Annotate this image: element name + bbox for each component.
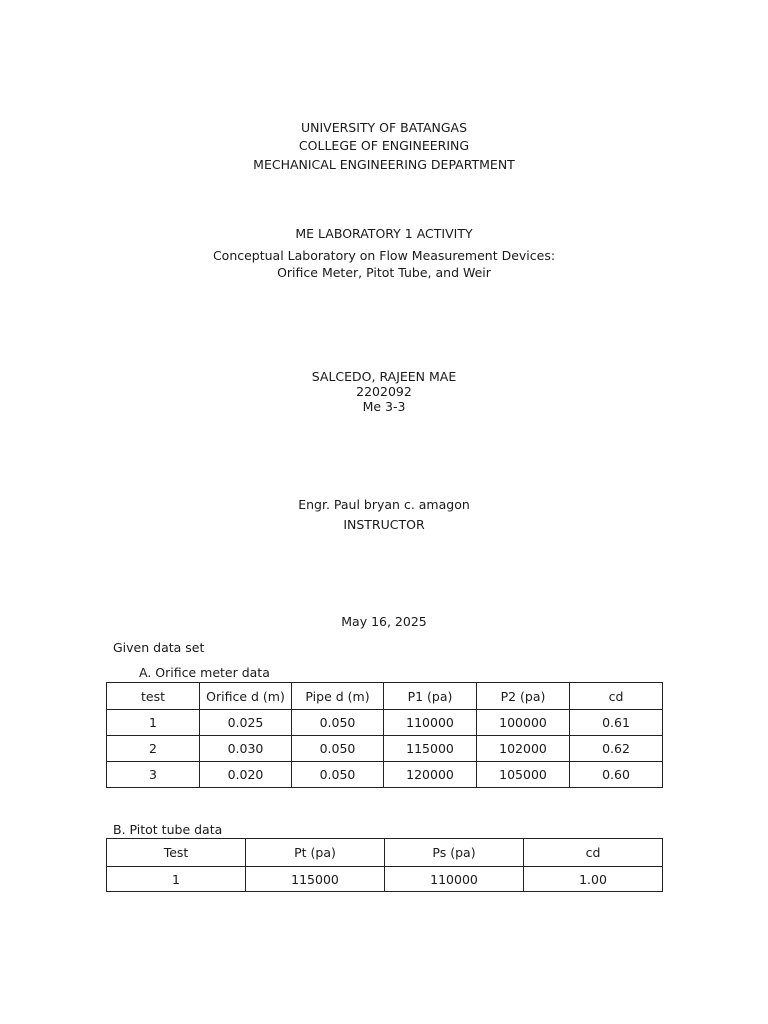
table-cell: 115000 [384, 736, 477, 762]
table-cell: 115000 [246, 867, 385, 892]
table-header-row [107, 683, 663, 710]
pitot-tube-table [106, 838, 663, 892]
column-header: test [107, 683, 200, 710]
given-data-heading: Given data set [113, 640, 205, 655]
column-header: Test [107, 839, 246, 867]
table-cell: 1 [107, 867, 246, 892]
column-header: Ps (pa) [385, 839, 524, 867]
table-header-row [107, 839, 663, 867]
column-header: P1 (pa) [384, 683, 477, 710]
column-header: P2 (pa) [477, 683, 570, 710]
orifice-meter-table [106, 682, 663, 788]
college-name: COLLEGE OF ENGINEERING [298, 138, 470, 153]
instructor-role: INSTRUCTOR [343, 517, 425, 532]
table-cell: 1 [107, 710, 200, 736]
column-header: cd [570, 683, 663, 710]
orifice-table-caption: A. Orifice meter data [139, 665, 270, 680]
student-name: SALCEDO, RAJEEN MAE [311, 369, 457, 384]
column-header: Pt (pa) [246, 839, 385, 867]
table-cell: 105000 [477, 762, 570, 788]
table-cell: 0.050 [292, 710, 384, 736]
table-cell: 0.61 [570, 710, 663, 736]
table-cell: 2 [107, 736, 200, 762]
instructor-name: Engr. Paul bryan c. amagon [298, 497, 470, 512]
department-name: MECHANICAL ENGINEERING DEPARTMENT [253, 157, 515, 172]
student-id: 2202092 [356, 384, 412, 399]
column-header: Orifice d (m) [200, 683, 292, 710]
table-cell: 0.62 [570, 736, 663, 762]
activity-subtitle-line2: Orifice Meter, Pitot Tube, and Weir [277, 265, 491, 280]
table-cell: 0.60 [570, 762, 663, 788]
table-row [107, 762, 663, 788]
table-cell: 102000 [477, 736, 570, 762]
table-cell: 100000 [477, 710, 570, 736]
university-name: UNIVERSITY OF BATANGAS [300, 120, 468, 135]
document-date: May 16, 2025 [341, 614, 427, 629]
column-header: Pipe d (m) [292, 683, 384, 710]
table-cell: 0.050 [292, 736, 384, 762]
table-cell: 3 [107, 762, 200, 788]
activity-subtitle-line1: Conceptual Laboratory on Flow Measurement Devices: [212, 248, 556, 263]
table-cell: 110000 [385, 867, 524, 892]
student-section: Me 3-3 [362, 399, 406, 414]
table-cell: 1.00 [524, 867, 663, 892]
column-header: cd [524, 839, 663, 867]
table-cell: 110000 [384, 710, 477, 736]
table-row [107, 736, 663, 762]
table-row [107, 710, 663, 736]
table-cell: 0.025 [200, 710, 292, 736]
table-cell: 0.050 [292, 762, 384, 788]
table-cell: 120000 [384, 762, 477, 788]
pitot-table-caption: B. Pitot tube data [113, 822, 223, 837]
table-row [107, 867, 663, 892]
table-cell: 0.030 [200, 736, 292, 762]
activity-title: ME LABORATORY 1 ACTIVITY [295, 226, 473, 241]
table-cell: 0.020 [200, 762, 292, 788]
